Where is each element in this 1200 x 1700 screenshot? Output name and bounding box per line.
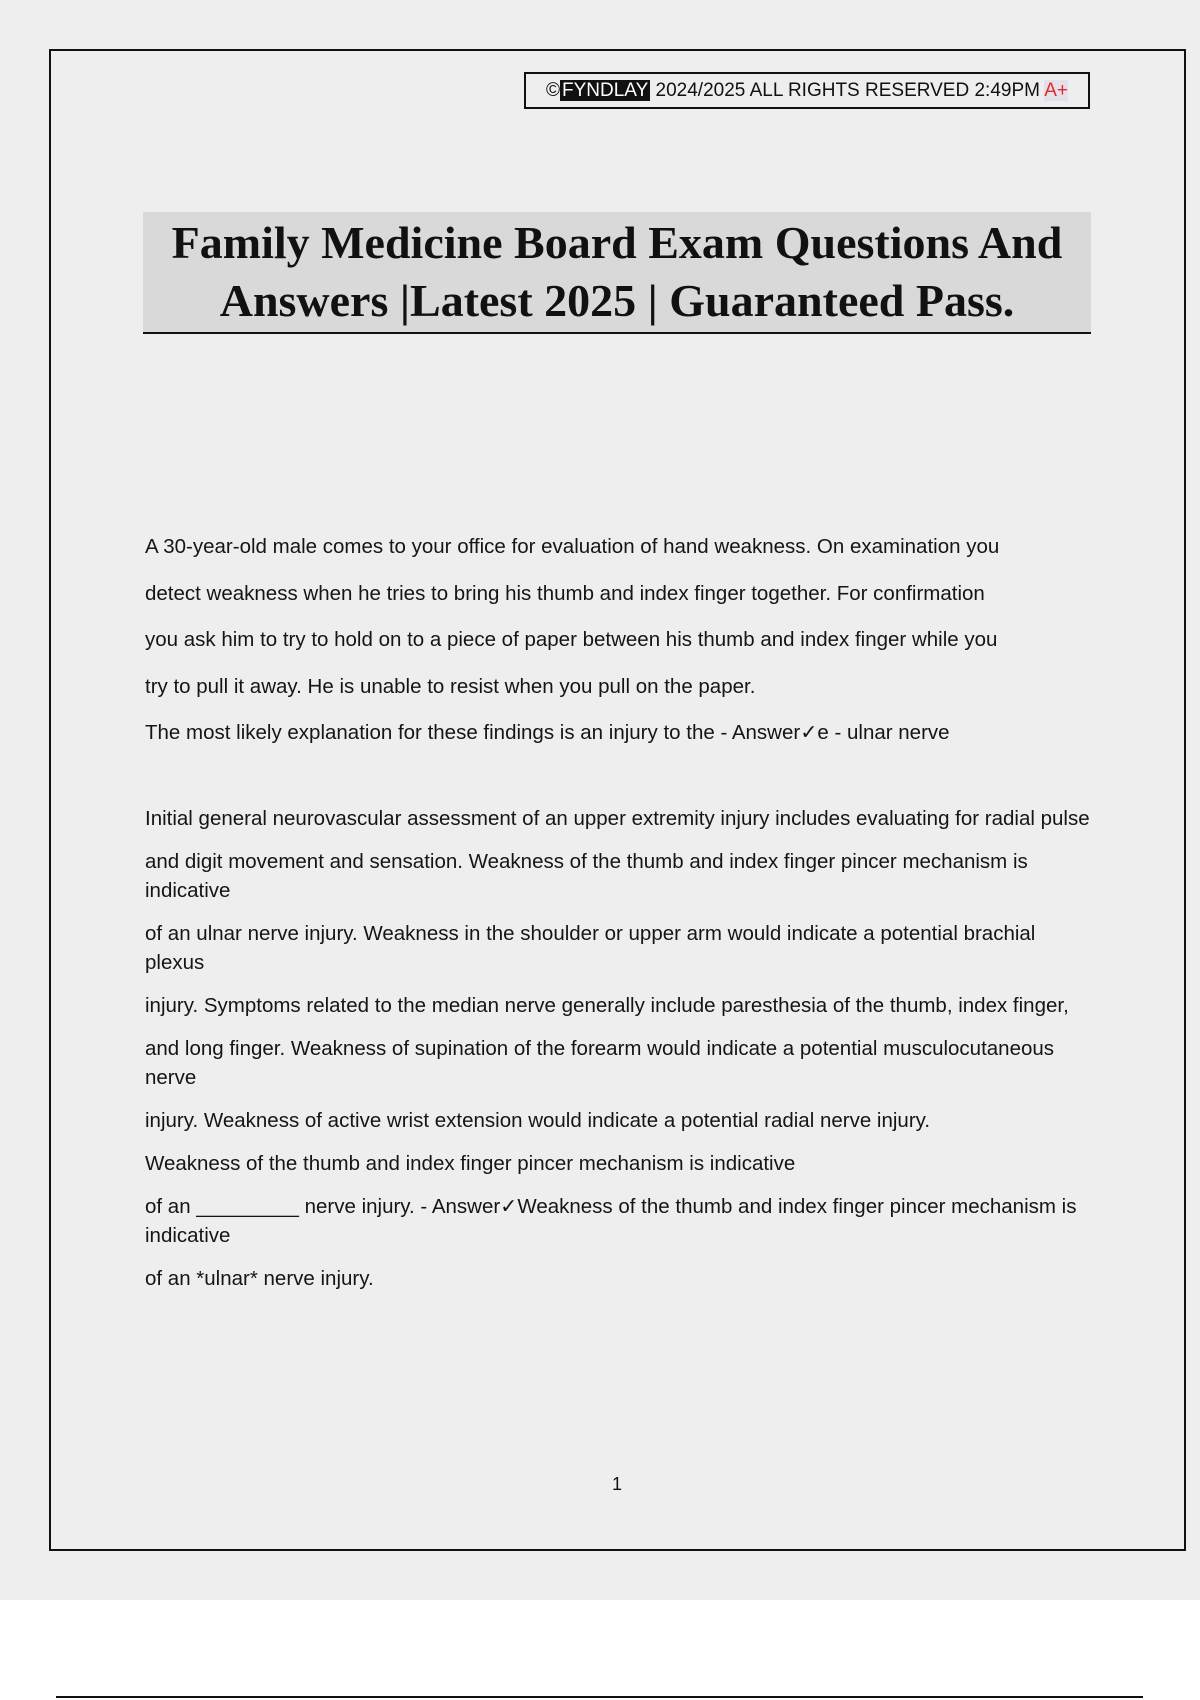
explanation-paragraph: and long finger. Weakness of supination of the forearm would indicate a potential musculocutaneous nerve bbox=[145, 1037, 1055, 1089]
explanation-paragraph: Initial general neurovascular assessment of an upper extremity injury includes evaluating for radial pulse bbox=[145, 807, 1090, 830]
next-page-divider bbox=[56, 1696, 1143, 1698]
copyright-header bbox=[524, 72, 1090, 109]
document-title bbox=[143, 212, 1091, 334]
explanation-paragraph: of an ulnar nerve injury. Weakness in the shoulder or upper arm would indicate a potential brachial plexus bbox=[145, 922, 1036, 974]
question-line: try to pull it away. He is unable to resist when you pull on the paper. bbox=[145, 674, 756, 698]
title-line-2: Answers |Latest 2025 | Guaranteed Pass. bbox=[219, 275, 1015, 326]
question-line: detect weakness when he tries to bring his thumb and index finger together. For confirmation bbox=[145, 581, 985, 605]
explanation-paragraph: of an *ulnar* nerve injury. bbox=[145, 1267, 374, 1290]
explanation-paragraph: of an _________ nerve injury. - Answer✓Weakness of the thumb and index finger pincer mechanism is indicative bbox=[145, 1195, 1077, 1247]
question-line: A 30-year-old male comes to your office for evaluation of hand weakness. On examination you bbox=[145, 535, 1000, 558]
copyright-symbol: © bbox=[546, 80, 561, 101]
brand-name: FYNDLAY bbox=[562, 80, 649, 101]
question-1 bbox=[145, 524, 1090, 757]
question-line: you ask him to try to hold on to a piece of paper between his thumb and index finger while you bbox=[145, 628, 998, 651]
rights-text: 2024/2025 ALL RIGHTS RESERVED 2:49PM bbox=[650, 80, 1045, 101]
grade-badge: A+ bbox=[1044, 80, 1068, 101]
explanation-paragraph: Weakness of the thumb and index finger pincer mechanism is indicative bbox=[145, 1152, 796, 1175]
answer-line: The most likely explanation for these findings is an injury to the - Answer✓e - ulnar nerve bbox=[145, 721, 950, 744]
explanation-paragraph: injury. Weakness of active wrist extension would indicate a potential radial nerve injury. bbox=[145, 1109, 931, 1132]
title-line-1: Family Medicine Board Exam Questions And bbox=[171, 217, 1063, 268]
explanation-paragraph: and digit movement and sensation. Weakness of the thumb and index finger pincer mechanism is indicative bbox=[145, 850, 1028, 902]
explanation-paragraph: injury. Symptoms related to the median nerve generally include paresthesia of the thumb, index finger, bbox=[145, 994, 1069, 1017]
explanation bbox=[145, 804, 1090, 1307]
page-number: 1 bbox=[611, 1474, 622, 1494]
